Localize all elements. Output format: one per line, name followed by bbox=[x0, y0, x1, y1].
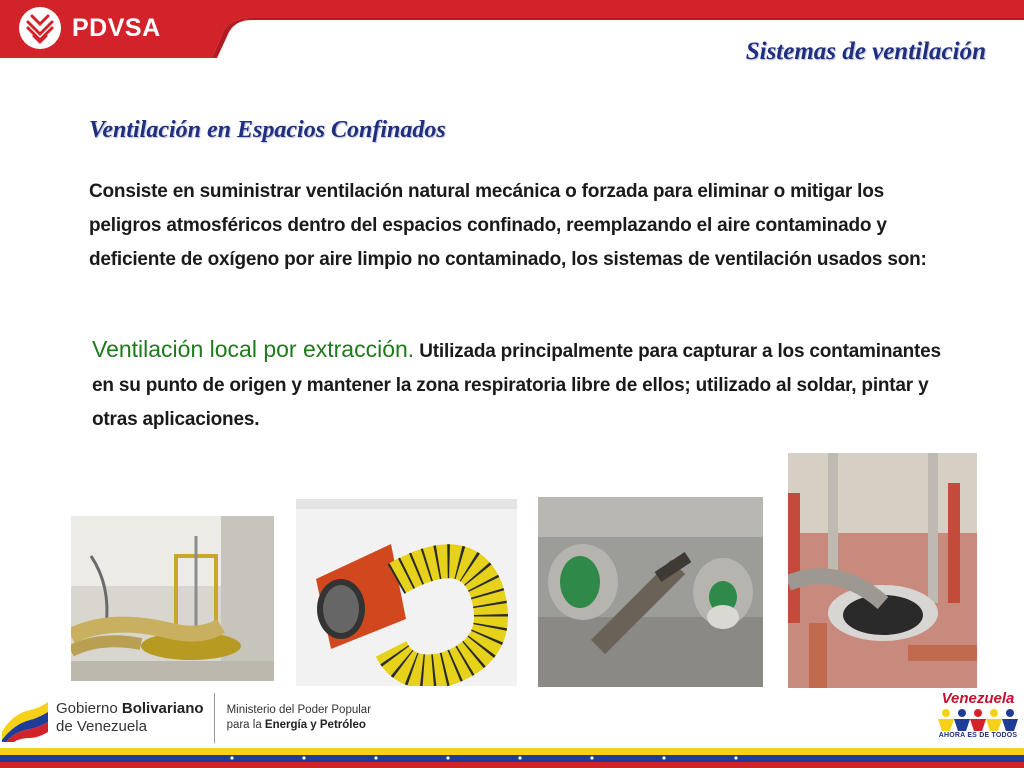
pdvsa-logo-icon bbox=[18, 6, 62, 50]
government-footer bbox=[0, 690, 371, 746]
ministry-label bbox=[227, 703, 371, 733]
country-logo-text: Venezuela bbox=[941, 690, 1015, 707]
gov-line1-bold: Bolivariano bbox=[121, 700, 204, 717]
gov-line1-prefix: Gobierno bbox=[56, 700, 122, 717]
venezuela-flag-icon bbox=[0, 694, 50, 742]
blower-fan-duct-photo bbox=[296, 499, 517, 686]
slide-subtitle: Ventilación en Espacios Confinados bbox=[89, 117, 446, 143]
flag-stripe bbox=[0, 748, 1024, 768]
method-paragraph bbox=[92, 332, 942, 437]
brand-name: PDVSA bbox=[72, 13, 161, 42]
gov-line2: de Venezuela bbox=[56, 718, 147, 735]
government-label bbox=[56, 700, 204, 736]
manhole-ventilation-photo bbox=[788, 453, 977, 688]
figures-icon bbox=[936, 707, 1020, 731]
method-name: Ventilación local por extracción. bbox=[92, 336, 415, 362]
country-logo-slogan: AHORA ES DE TODOS bbox=[938, 732, 1018, 739]
extraction-arm-photo bbox=[538, 497, 763, 687]
footer-divider bbox=[214, 693, 215, 743]
venezuela-campaign-logo bbox=[934, 690, 1022, 744]
intro-paragraph: Consiste en suministrar ventilación natural mecánica o forzada para eliminar o mitigar los peligros atmosféricos dentro del espacios confinado, reemplazando el aire contaminado y deficiente de oxígeno por aire limpio no contaminado, los sistemas de ventilación usados son: bbox=[89, 181, 927, 270]
confined-space-tripod-photo bbox=[71, 516, 274, 681]
section-title: Sistemas de ventilación bbox=[745, 38, 986, 65]
ministry-line2-prefix: para la bbox=[226, 719, 265, 731]
method-description: Utilizada principalmente para capturar a los contaminantes en su punto de origen y mantener la zona respiratoria libre de ellos; utilizado al soldar, pintar y otras aplicaciones. bbox=[92, 341, 941, 430]
pdvsa-brand bbox=[18, 6, 161, 50]
ministry-line2-bold: Energía y Petróleo bbox=[264, 719, 366, 731]
ministry-line1: Ministerio del Poder Popular bbox=[226, 704, 372, 716]
